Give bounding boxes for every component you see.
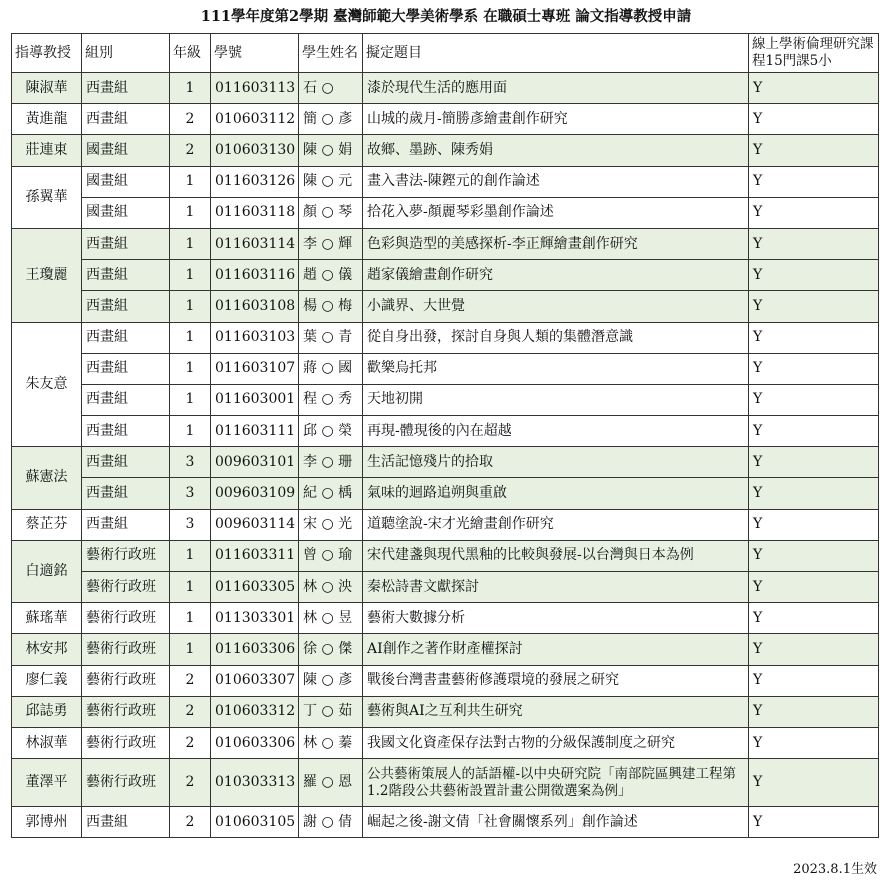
ethics-course-cell: Y xyxy=(749,572,879,603)
table-row xyxy=(12,260,879,291)
student-id-cell: 011603118 xyxy=(211,197,299,228)
ethics-course-cell: Y xyxy=(749,665,879,696)
student-id-cell: 010603105 xyxy=(211,807,299,838)
student-id-cell: 011603126 xyxy=(211,166,299,197)
table-row xyxy=(12,197,879,228)
advisor-name-cell: 邱誌勇 xyxy=(12,696,82,727)
ethics-course-cell: Y xyxy=(749,135,879,166)
table-row xyxy=(12,447,879,478)
student-name-cell: 程 ○ 秀 xyxy=(299,384,363,415)
student-name-cell: 陳 ○ 娟 xyxy=(299,135,363,166)
student-name-cell: 謝 ○ 倩 xyxy=(299,807,363,838)
student-id-cell: 011603306 xyxy=(211,634,299,665)
student-id-cell: 010603306 xyxy=(211,727,299,758)
group-cell: 西畫組 xyxy=(82,807,170,838)
group-cell: 西畫組 xyxy=(82,291,170,322)
student-id-cell: 011603107 xyxy=(211,353,299,384)
thesis-title-cell: 漆於現代生活的應用面 xyxy=(363,73,749,104)
student-name-cell: 蔣 ○ 國 xyxy=(299,353,363,384)
ethics-course-cell: Y xyxy=(749,634,879,665)
advisor-name-cell: 蘇憲法 xyxy=(12,447,82,509)
group-cell: 西畫組 xyxy=(82,322,170,353)
table-row xyxy=(12,291,879,322)
grade-cell: 2 xyxy=(170,135,211,166)
table-row xyxy=(12,509,879,540)
ethics-course-cell: Y xyxy=(749,73,879,104)
ethics-course-cell: Y xyxy=(749,260,879,291)
student-id-cell: 011603001 xyxy=(211,384,299,415)
ethics-course-cell: Y xyxy=(749,447,879,478)
grade-cell: 1 xyxy=(170,416,211,447)
grade-cell: 2 xyxy=(170,759,211,807)
advisor-name-cell: 蘇瑤華 xyxy=(12,603,82,634)
group-cell: 西畫組 xyxy=(82,104,170,135)
thesis-title-cell: 天地初開 xyxy=(363,384,749,415)
student-name-cell: 李 ○ 珊 xyxy=(299,447,363,478)
grade-cell: 1 xyxy=(170,228,211,259)
student-name-cell: 顏 ○ 琴 xyxy=(299,197,363,228)
group-cell: 藝術行政班 xyxy=(82,540,170,571)
thesis-title-cell: 色彩與造型的美感探析-李正輝繪畫創作研究 xyxy=(363,228,749,259)
grade-cell: 1 xyxy=(170,322,211,353)
group-cell: 西畫組 xyxy=(82,447,170,478)
thesis-title-cell: 秦松詩書文獻探討 xyxy=(363,572,749,603)
group-cell: 藝術行政班 xyxy=(82,603,170,634)
grade-cell: 2 xyxy=(170,807,211,838)
group-cell: 國畫組 xyxy=(82,166,170,197)
table-row xyxy=(12,416,879,447)
student-name-cell: 楊 ○ 梅 xyxy=(299,291,363,322)
ethics-course-cell: Y xyxy=(749,696,879,727)
group-cell: 國畫組 xyxy=(82,197,170,228)
thesis-title-cell: 道聽塗說-宋才光繪畫創作研究 xyxy=(363,509,749,540)
table-row xyxy=(12,540,879,571)
grade-cell: 1 xyxy=(170,353,211,384)
student-name-cell: 丁 ○ 茹 xyxy=(299,696,363,727)
ethics-course-cell: Y xyxy=(749,322,879,353)
header-group: 組別 xyxy=(82,34,170,73)
ethics-course-cell: Y xyxy=(749,727,879,758)
table-body xyxy=(12,73,879,838)
student-id-cell: 009603109 xyxy=(211,478,299,509)
student-name-cell: 徐 ○ 傑 xyxy=(299,634,363,665)
grade-cell: 1 xyxy=(170,73,211,104)
grade-cell: 3 xyxy=(170,509,211,540)
student-name-cell: 林 ○ 蓁 xyxy=(299,727,363,758)
student-id-cell: 010603312 xyxy=(211,696,299,727)
grade-cell: 1 xyxy=(170,291,211,322)
student-id-cell: 010303313 xyxy=(211,759,299,807)
student-id-cell: 010603112 xyxy=(211,104,299,135)
thesis-title-cell: 公共藝術策展人的話語權-以中央研究院「南部院區興建工程第1.2階段公共藝術設置計畫公開徵選案為例」 xyxy=(363,759,749,807)
grade-cell: 2 xyxy=(170,665,211,696)
thesis-title-cell: AI創作之著作財產權探討 xyxy=(363,634,749,665)
grade-cell: 1 xyxy=(170,572,211,603)
ethics-course-cell: Y xyxy=(749,197,879,228)
group-cell: 西畫組 xyxy=(82,384,170,415)
ethics-course-cell: Y xyxy=(749,416,879,447)
advisor-name-cell: 林淑華 xyxy=(12,727,82,758)
effective-date: 2023.8.1生效 xyxy=(793,862,877,877)
group-cell: 西畫組 xyxy=(82,509,170,540)
ethics-course-cell: Y xyxy=(749,228,879,259)
student-name-cell: 宋 ○ 光 xyxy=(299,509,363,540)
group-cell: 藝術行政班 xyxy=(82,572,170,603)
grade-cell: 2 xyxy=(170,727,211,758)
advisor-name-cell: 王瓊麗 xyxy=(12,228,82,322)
advisor-name-cell: 莊連東 xyxy=(12,135,82,166)
student-id-cell: 010603130 xyxy=(211,135,299,166)
advisor-name-cell: 林安邦 xyxy=(12,634,82,665)
student-id-cell: 011603116 xyxy=(211,260,299,291)
table-row xyxy=(12,166,879,197)
grade-cell: 1 xyxy=(170,634,211,665)
thesis-title-cell: 再現-體現後的內在超越 xyxy=(363,416,749,447)
grade-cell: 3 xyxy=(170,478,211,509)
student-id-cell: 011603108 xyxy=(211,291,299,322)
grade-cell: 1 xyxy=(170,260,211,291)
advisor-name-cell: 廖仁義 xyxy=(12,665,82,696)
table-row xyxy=(12,759,879,807)
advisor-name-cell: 孫翼華 xyxy=(12,166,82,228)
table-row xyxy=(12,696,879,727)
table-row xyxy=(12,135,879,166)
group-cell: 藝術行政班 xyxy=(82,665,170,696)
student-id-cell: 011603114 xyxy=(211,228,299,259)
group-cell: 西畫組 xyxy=(82,416,170,447)
group-cell: 西畫組 xyxy=(82,260,170,291)
ethics-course-cell: Y xyxy=(749,540,879,571)
table-row xyxy=(12,727,879,758)
student-name-cell: 曾 ○ 瑜 xyxy=(299,540,363,571)
header-thesis-title: 擬定題目 xyxy=(363,34,749,73)
ethics-course-cell: Y xyxy=(749,509,879,540)
advisor-name-cell: 白適銘 xyxy=(12,540,82,602)
grade-cell: 2 xyxy=(170,696,211,727)
table-header-row xyxy=(12,34,879,73)
advisor-name-cell: 董澤平 xyxy=(12,759,82,807)
header-student-id: 學號 xyxy=(211,34,299,73)
thesis-title-cell: 山城的歲月-簡勝彥繪畫創作研究 xyxy=(363,104,749,135)
advisor-name-cell: 蔡芷芬 xyxy=(12,509,82,540)
ethics-course-cell: Y xyxy=(749,603,879,634)
table-row xyxy=(12,384,879,415)
table-row xyxy=(12,634,879,665)
student-id-cell: 011603305 xyxy=(211,572,299,603)
group-cell: 藝術行政班 xyxy=(82,727,170,758)
table-row xyxy=(12,73,879,104)
advisor-name-cell: 陳淑華 xyxy=(12,73,82,104)
student-name-cell: 石 ○ xyxy=(299,73,363,104)
grade-cell: 3 xyxy=(170,447,211,478)
student-name-cell: 陳 ○ 元 xyxy=(299,166,363,197)
table-row xyxy=(12,572,879,603)
student-id-cell: 011603111 xyxy=(211,416,299,447)
ethics-course-cell: Y xyxy=(749,807,879,838)
thesis-title-cell: 歡樂烏托邦 xyxy=(363,353,749,384)
table-row xyxy=(12,603,879,634)
student-id-cell: 010603307 xyxy=(211,665,299,696)
advisor-name-cell: 朱友意 xyxy=(12,322,82,447)
ethics-course-cell: Y xyxy=(749,384,879,415)
ethics-course-cell: Y xyxy=(749,353,879,384)
ethics-course-cell: Y xyxy=(749,759,879,807)
grade-cell: 1 xyxy=(170,540,211,571)
student-name-cell: 紀 ○ 楀 xyxy=(299,478,363,509)
table-row xyxy=(12,665,879,696)
thesis-title-cell: 戰後台灣書畫藝術修護環境的發展之研究 xyxy=(363,665,749,696)
student-id-cell: 011303301 xyxy=(211,603,299,634)
thesis-title-cell: 從自身出發，探討自身與人類的集體潛意識 xyxy=(363,322,749,353)
header-student-name: 學生姓名 xyxy=(299,34,363,73)
student-id-cell: 011603113 xyxy=(211,73,299,104)
thesis-title-cell: 崛起之後-謝文倩「社會關懷系列」創作論述 xyxy=(363,807,749,838)
thesis-title-cell: 生活記憶殘片的拾取 xyxy=(363,447,749,478)
student-name-cell: 羅 ○ 恩 xyxy=(299,759,363,807)
grade-cell: 2 xyxy=(170,104,211,135)
group-cell: 藝術行政班 xyxy=(82,696,170,727)
thesis-title-cell: 故鄉、墨跡、陳秀娟 xyxy=(363,135,749,166)
thesis-title-cell: 藝術與AI之互利共生研究 xyxy=(363,696,749,727)
ethics-course-cell: Y xyxy=(749,166,879,197)
student-name-cell: 林 ○ 昱 xyxy=(299,603,363,634)
group-cell: 西畫組 xyxy=(82,353,170,384)
student-name-cell: 李 ○ 輝 xyxy=(299,228,363,259)
table-row xyxy=(12,322,879,353)
thesis-title-cell: 藝術大數據分析 xyxy=(363,603,749,634)
student-name-cell: 邱 ○ 榮 xyxy=(299,416,363,447)
group-cell: 藝術行政班 xyxy=(82,759,170,807)
grade-cell: 1 xyxy=(170,603,211,634)
student-id-cell: 011603103 xyxy=(211,322,299,353)
student-name-cell: 簡 ○ 彥 xyxy=(299,104,363,135)
group-cell: 國畫組 xyxy=(82,135,170,166)
student-id-cell: 011603311 xyxy=(211,540,299,571)
advisor-name-cell: 郭博州 xyxy=(12,807,82,838)
student-name-cell: 林 ○ 泱 xyxy=(299,572,363,603)
thesis-title-cell: 畫入書法-陳鏗元的創作論述 xyxy=(363,166,749,197)
group-cell: 西畫組 xyxy=(82,228,170,259)
student-id-cell: 009603101 xyxy=(211,447,299,478)
table-row xyxy=(12,104,879,135)
ethics-course-cell: Y xyxy=(749,291,879,322)
table-row xyxy=(12,807,879,838)
group-cell: 西畫組 xyxy=(82,478,170,509)
advisor-name-cell: 黃進龍 xyxy=(12,104,82,135)
student-name-cell: 葉 ○ 青 xyxy=(299,322,363,353)
group-cell: 西畫組 xyxy=(82,73,170,104)
thesis-title-cell: 拾花入夢-顏麗琴彩墨創作論述 xyxy=(363,197,749,228)
grade-cell: 1 xyxy=(170,197,211,228)
ethics-course-cell: Y xyxy=(749,104,879,135)
table-row xyxy=(12,228,879,259)
advisor-application-table xyxy=(11,33,879,838)
ethics-course-cell: Y xyxy=(749,478,879,509)
student-name-cell: 趙 ○ 儀 xyxy=(299,260,363,291)
table-row xyxy=(12,478,879,509)
thesis-title-cell: 小識界、大世覺 xyxy=(363,291,749,322)
student-name-cell: 陳 ○ 彥 xyxy=(299,665,363,696)
thesis-title-cell: 宋代建盞與現代黑釉的比較與發展-以台灣與日本為例 xyxy=(363,540,749,571)
thesis-title-cell: 氣味的迴路追朔與重啟 xyxy=(363,478,749,509)
header-grade: 年級 xyxy=(170,34,211,73)
group-cell: 藝術行政班 xyxy=(82,634,170,665)
header-ethics-course: 線上學術倫理研究課程15門課5小 xyxy=(749,34,879,73)
header-advisor: 指導教授 xyxy=(12,34,82,73)
grade-cell: 1 xyxy=(170,384,211,415)
document-title: 111學年度第2學期 臺灣師範大學美術學系 在職碩士專班 論文指導教授申請 xyxy=(200,8,692,25)
grade-cell: 1 xyxy=(170,166,211,197)
thesis-title-cell: 趙家儀繪畫創作研究 xyxy=(363,260,749,291)
thesis-title-cell: 我國文化資產保存法對古物的分級保護制度之研究 xyxy=(363,727,749,758)
student-id-cell: 009603114 xyxy=(211,509,299,540)
table-row xyxy=(12,353,879,384)
